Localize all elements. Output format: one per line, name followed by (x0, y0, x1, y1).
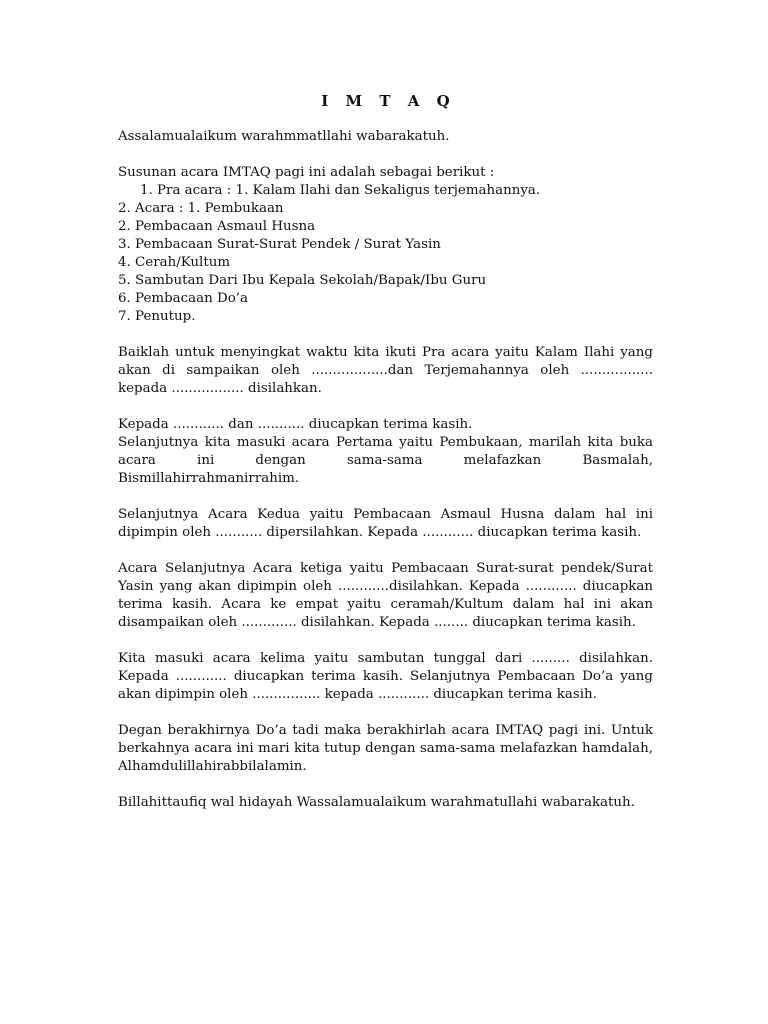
document-page (118, 92, 653, 812)
paragraph-kelima: Kita masuki acara kelima yaitu sambutan tunggal dari ......... disilahkan. Kepada ............ diucapkan terima kasih. Selanjutnya Pembacaan Do’a yang akan dipimpin oleh ................ kepada ............ diucapkan terima kasih. (118, 651, 653, 702)
document-title: I M T A Q (321, 92, 456, 110)
paragraph-thanks: Kepada ............ dan ........... diucapkan terima kasih. (118, 417, 473, 432)
paragraph-penutup: Degan berakhirnya Do’a tadi maka berakhirlah acara IMTAQ pagi ini. Untuk berkahnya acara ini mari kita tutup dengan sama-sama melafazkan hamdalah, Alhamdulillahirabbilalamin. (118, 723, 653, 774)
paragraph-pra-acara: Baiklah untuk menyingkat waktu kita ikuti Pra acara yaitu Kalam Ilahi yang akan di sampaikan oleh ..................dan Terjemahannya oleh ................. kepada ................. disilahkan. (118, 345, 653, 396)
greeting-line: Assalamualaikum warahmmatllahi wabarakatuh. (118, 129, 450, 144)
intro-line: Susunan acara IMTAQ pagi ini adalah sebagai berikut : (118, 165, 495, 180)
list-item-surat-pendek: 3. Pembacaan Surat-Surat Pendek / Surat Yasin (118, 237, 441, 252)
paragraph-closing: Billahittaufiq wal hidayah Wassalamualaikum warahmatullahi wabarakatuh. (118, 795, 635, 810)
list-item-asmaul-husna: 2. Pembacaan Asmaul Husna (118, 219, 316, 234)
list-item-doa: 6. Pembacaan Do’a (118, 291, 249, 306)
list-item-penutup: 7. Penutup. (118, 309, 196, 324)
list-item-pra-acara: 1. Pra acara : 1. Kalam Ilahi dan Sekaligus terjemahannya. (140, 183, 541, 198)
list-item-sambutan: 5. Sambutan Dari Ibu Kepala Sekolah/Bapak/Ibu Guru (118, 273, 487, 288)
paragraph-asmaul-husna: Selanjutnya Acara Kedua yaitu Pembacaan Asmaul Husna dalam hal ini dipimpin oleh ........... dipersilahkan. Kepada ............ diucapkan terima kasih. (118, 507, 653, 540)
list-item-acara: 2. Acara : 1. Pembukaan (118, 201, 284, 216)
paragraph-pembukaan: Selanjutnya kita masuki acara Pertama yaitu Pembukaan, marilah kita buka acara ini dengan sama-sama melafazkan Basmalah, Bismillahirrahmanirrahim. (118, 435, 653, 486)
list-item-kultum: 4. Cerah/Kultum (118, 255, 231, 270)
paragraph-ketiga-keempat: Acara Selanjutnya Acara ketiga yaitu Pembacaan Surat-surat pendek/Surat Yasin yang akan dipimpin oleh ............disilahkan. Kepada ............ diucapkan terima kasih. Acara ke empat yaitu ceramah/Kultum dalam hal ini akan disampaikan oleh ............. disilahkan. Kepada ........ diucapkan terima kasih. (118, 561, 653, 630)
